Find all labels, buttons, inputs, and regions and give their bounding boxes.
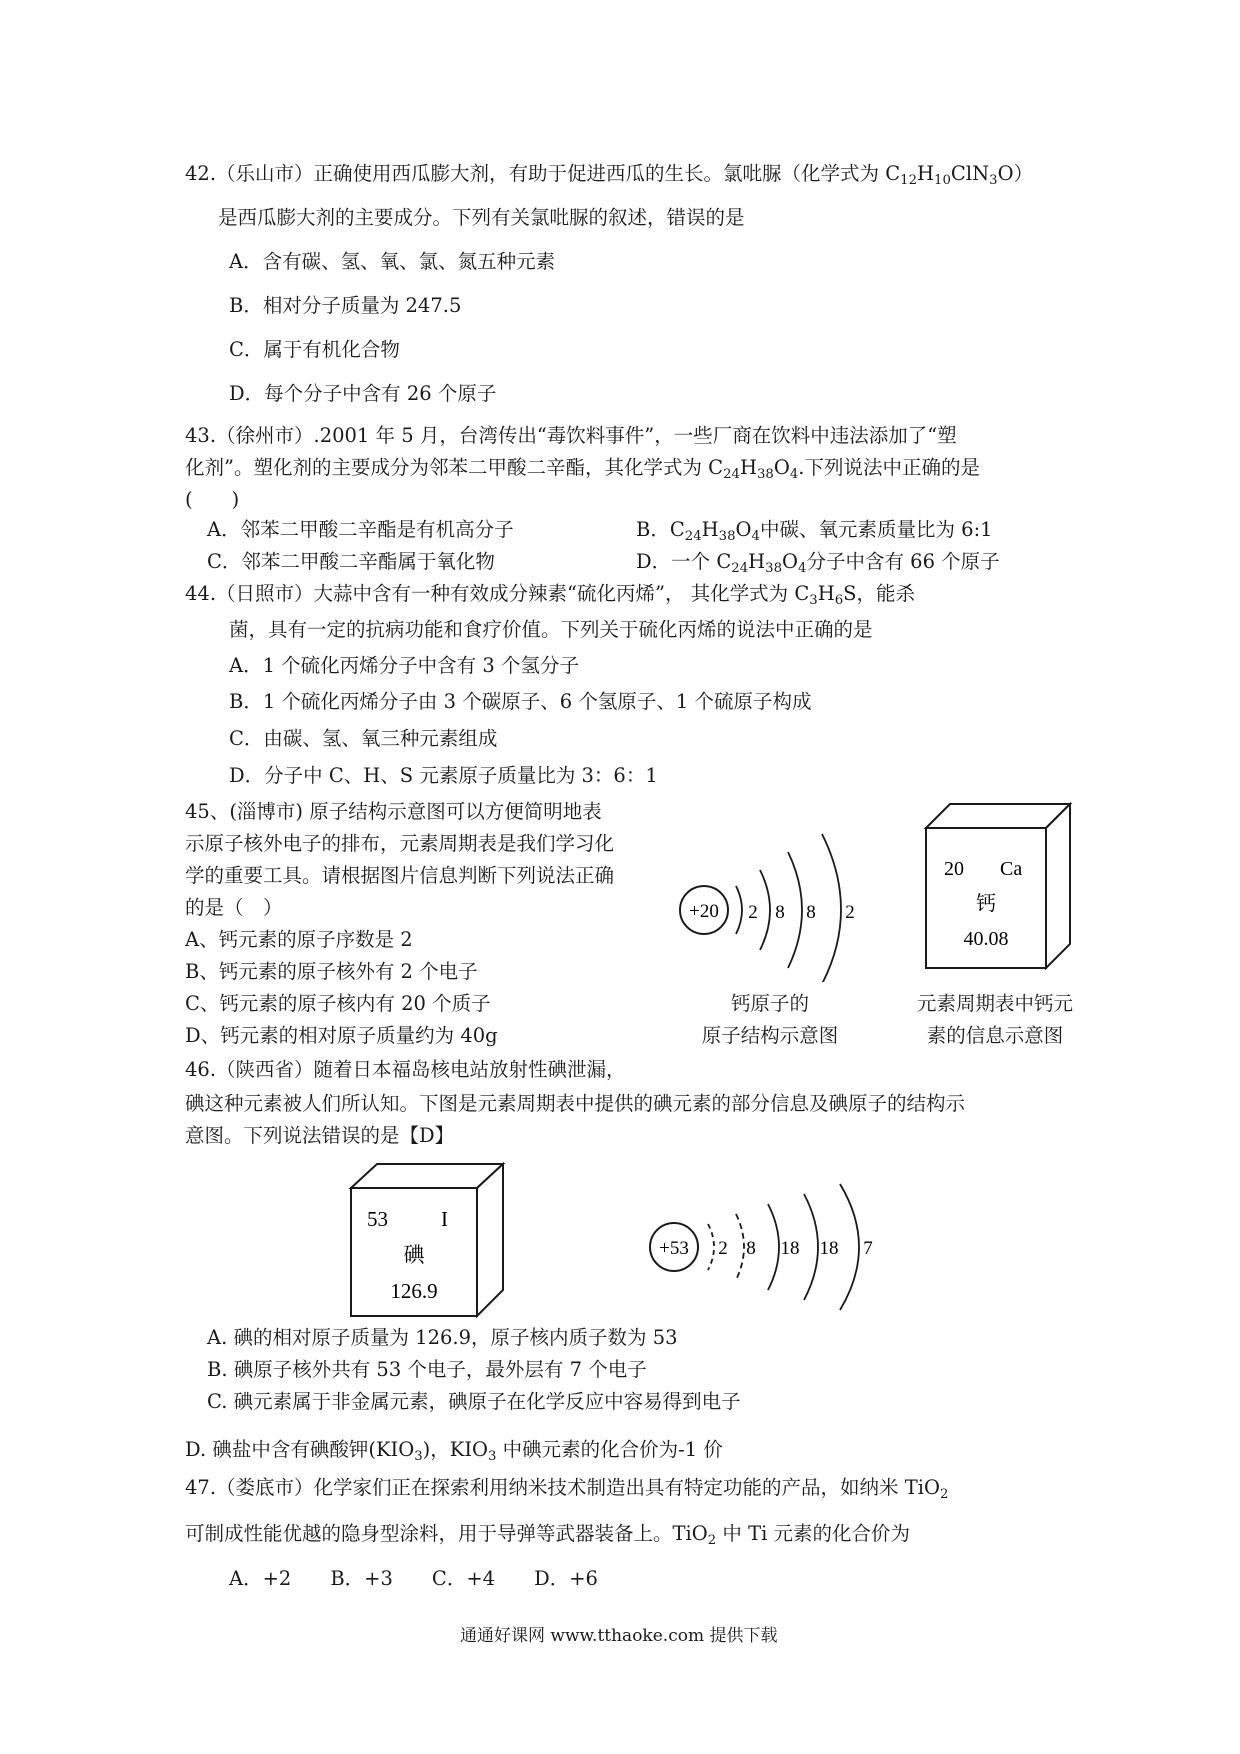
- q47-stem-line1: [185, 1476, 949, 1502]
- electron-shell-arc: [736, 1214, 744, 1280]
- iodine-atom-diagram: [640, 1180, 900, 1315]
- q43-option-a: A．邻苯二甲酸二辛酯是有机高分子: [207, 518, 514, 541]
- calcium-tile-caption-line2: 素的信息示意图: [926, 1024, 1064, 1047]
- subscript: 3: [989, 172, 998, 188]
- q42-option-c: C．属于有机化合物: [229, 338, 400, 361]
- formula-part: ClN: [950, 162, 990, 185]
- option-text: D．一个 C: [636, 550, 732, 573]
- element-symbol: Ca: [1000, 858, 1023, 880]
- q44-stem-line2: 菌，具有一定的抗病功能和食疗价值。下列关于硫化丙烯的说法中正确的是: [229, 618, 873, 641]
- shell-electron-count: 18: [819, 1238, 839, 1259]
- subscript: 4: [798, 560, 807, 576]
- q46-stem-line3: 意图。下列说法错误的是【D】: [185, 1124, 455, 1147]
- atomic-number: 53: [367, 1207, 388, 1231]
- q44-stem-line1: [185, 582, 916, 608]
- option-text: 中碳、氧元素质量比为 6:1: [759, 518, 993, 541]
- shell-electron-count: 2: [748, 902, 758, 923]
- element-symbol: I: [441, 1207, 448, 1231]
- q45-option-b: B、钙元素的原子核外有 2 个电子: [185, 960, 478, 983]
- option-text: 中碘元素的化合价为-1 价: [496, 1438, 723, 1461]
- q42-option-b: B．相对分子质量为 247.5: [229, 294, 462, 317]
- q46-option-a: A. 碘的相对原子质量为 126.9，原子核内质子数为 53: [207, 1326, 678, 1349]
- shell-electron-count: 18: [780, 1238, 800, 1259]
- subscript: 24: [731, 560, 749, 576]
- q44-option-a: A．1 个硫化丙烯分子中含有 3 个氢分子: [229, 654, 579, 677]
- shell-electron-count: 8: [775, 902, 785, 923]
- subscript: 38: [718, 528, 736, 544]
- element-name: 钙: [976, 891, 996, 915]
- subscript: 38: [765, 560, 783, 576]
- q45-option-d: D、钙元素的相对原子质量约为 40g: [185, 1024, 498, 1047]
- calcium-element-tile: [920, 800, 1080, 975]
- q44-stem-text: S，能杀: [843, 582, 916, 605]
- q43-stem-line2: [185, 456, 980, 482]
- q47-stem-line2: [185, 1522, 911, 1548]
- formula-part: H: [701, 518, 719, 541]
- shell-electron-count: 7: [863, 1238, 873, 1259]
- subscript: 2: [707, 1532, 717, 1548]
- electron-shell-arc: [840, 1184, 859, 1310]
- q44-option-b: B．1 个硫化丙烯分子由 3 个碳原子、6 个氢原子、1 个硫原子构成: [229, 690, 812, 713]
- q45-stem-line3: 学的重要工具。请根据图片信息判断下列说法正确: [185, 864, 615, 887]
- calcium-tile-caption-line1: 元素周期表中钙元: [916, 992, 1073, 1015]
- atomic-mass: 126.9: [390, 1279, 438, 1303]
- nucleus-charge: +53: [659, 1238, 689, 1259]
- q43-answer-blank: ( ): [185, 488, 240, 511]
- formula-part: H: [917, 162, 935, 185]
- q42-option-a: A．含有碳、氢、氧、氯、氮五种元素: [229, 250, 556, 273]
- shell-electron-count: 8: [746, 1238, 756, 1259]
- subscript: 38: [756, 466, 774, 482]
- q47-stem-text: 中 Ti 元素的化合价为: [716, 1522, 911, 1545]
- subscript: 12: [900, 172, 918, 188]
- q42-stem-text: 42.（乐山市）正确使用西瓜膨大剂，有助于促进西瓜的生长。氯吡脲（化学式为 C: [185, 162, 901, 185]
- q46-option-d: [185, 1438, 723, 1464]
- q45-stem-line4: 的是（ ）: [185, 896, 283, 919]
- electron-shell-arc: [736, 886, 742, 934]
- formula-part: O）: [997, 162, 1034, 185]
- formula-part: H: [748, 550, 766, 573]
- q46-stem-line2: 碘这种元素被人们所认知。下图是元素周期表中提供的碘元素的部分信息及碘原子的结构示: [185, 1092, 966, 1115]
- subscript: 3: [809, 592, 818, 608]
- formula-part: O: [735, 518, 752, 541]
- atomic-mass: 40.08: [963, 928, 1009, 950]
- iodine-element-tile: [345, 1160, 515, 1320]
- shell-electron-count: 8: [806, 902, 816, 923]
- nucleus-charge: +20: [689, 901, 719, 922]
- electron-shell-arc: [822, 834, 841, 982]
- q43-option-d: [636, 550, 1000, 576]
- q42-option-d: D．每个分子中含有 26 个原子: [229, 382, 497, 405]
- electron-shell-arc: [788, 852, 802, 968]
- q47-options: A．+2 B．+3 C．+4 D．+6: [229, 1567, 598, 1590]
- q44-option-c: C．由碳、氢、氧三种元素组成: [229, 727, 498, 750]
- subscript: 3: [414, 1448, 423, 1464]
- electron-shell-arc: [760, 870, 770, 950]
- subscript: 6: [834, 592, 844, 608]
- element-name: 碘: [403, 1243, 425, 1267]
- electron-shell-arc: [768, 1204, 779, 1290]
- q47-stem-text: 47.（娄底市）化学家们正在探索利用纳米技术制造出具有特定功能的产品，如纳米 TiO: [185, 1476, 940, 1499]
- option-text: 分子中含有 66 个原子: [806, 550, 1000, 573]
- q47-stem-text: 可制成性能优越的隐身型涂料，用于导弹等武器装备上。TiO: [185, 1522, 708, 1545]
- subscript: 4: [751, 528, 760, 544]
- q43-option-c: C．邻苯二甲酸二辛酯属于氧化物: [207, 550, 495, 573]
- subscript: 10: [934, 172, 951, 188]
- q44-stem-text: 44.（日照市）大蒜中含有一种有效成分辣素“硫化丙烯”， 其化学式为 C: [185, 582, 810, 605]
- calcium-atom-diagram: [670, 812, 900, 982]
- formula-part: H: [739, 456, 757, 479]
- q42-stem-line2: 是西瓜膨大剂的主要成分。下列有关氯吡脲的叙述，错误的是: [218, 206, 745, 229]
- formula-part: O: [773, 456, 790, 479]
- q46-option-c: C. 碘元素属于非金属元素，碘原子在化学反应中容易得到电子: [207, 1390, 741, 1413]
- q43-stem-text: 化剂”。塑化剂的主要成分为邻苯二甲酸二辛酯，其化学式为 C: [185, 456, 724, 479]
- subscript: 4: [789, 466, 799, 482]
- subscript: 24: [723, 466, 740, 482]
- electron-shell-arc: [804, 1194, 818, 1300]
- subscript: 24: [684, 528, 702, 544]
- subscript: 3: [488, 1448, 497, 1464]
- q43-stem-text: .下列说法中正确的是: [798, 456, 980, 479]
- q45-option-c: C、钙元素的原子核内有 20 个质子: [185, 992, 491, 1015]
- option-text: )，KIO: [422, 1438, 489, 1461]
- calcium-atom-caption-line1: 钙原子的: [730, 992, 809, 1015]
- q43-option-b: [636, 518, 993, 544]
- q44-option-d: D．分子中 C、H、S 元素原子质量比为 3：6：1: [229, 764, 658, 787]
- tile-side-face: [477, 1164, 503, 1316]
- option-text: B．C: [636, 518, 685, 541]
- option-text: D. 碘盐中含有碘酸钾(KIO: [185, 1438, 415, 1461]
- q42-stem-line1: [185, 162, 1034, 188]
- q45-stem-line1: 45、(淄博市) 原子结构示意图可以方便简明地表: [185, 800, 602, 823]
- electron-shell-arc: [708, 1224, 714, 1270]
- q45-option-a: A、钙元素的原子序数是 2: [185, 928, 413, 951]
- shell-electron-count: 2: [718, 1238, 728, 1259]
- q46-option-b: B. 碘原子核外共有 53 个电子，最外层有 7 个电子: [207, 1358, 647, 1381]
- formula-part: H: [817, 582, 835, 605]
- calcium-atom-caption-line2: 原子结构示意图: [701, 1024, 839, 1047]
- atomic-number: 20: [944, 858, 964, 880]
- q43-stem-line1: 43.（徐州市）.2001 年 5 月，台湾传出“毒饮料事件”，一些厂商在饮料中违法添加了“塑: [185, 424, 957, 447]
- formula-part: O: [782, 550, 799, 573]
- footer-source: 通通好课网 www.tthaoke.com 提供下载: [460, 1626, 778, 1646]
- shell-electron-count: 2: [845, 902, 855, 923]
- subscript: 2: [939, 1486, 949, 1502]
- q46-stem-line1: 46.（陕西省）随着日本福岛核电站放射性碘泄漏，: [185, 1058, 626, 1081]
- q45-stem-line2: 示原子核外电子的排布，元素周期表是我们学习化: [185, 832, 615, 855]
- tile-side-face: [1046, 804, 1070, 968]
